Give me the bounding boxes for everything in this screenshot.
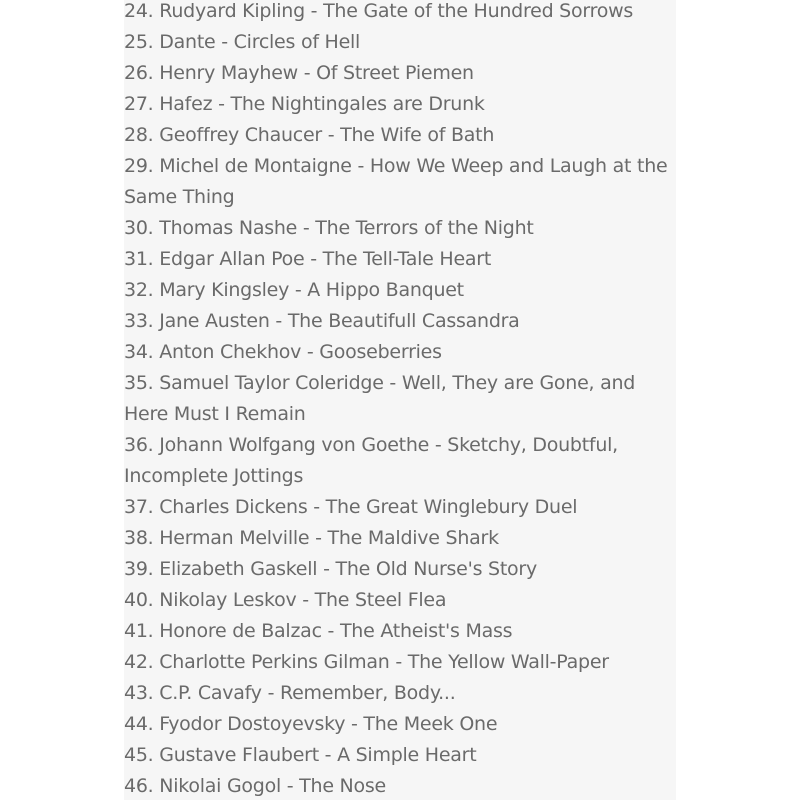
list-item: 31. Edgar Allan Poe - The Tell-Tale Heart xyxy=(124,248,492,270)
book-list xyxy=(124,0,676,800)
list-item: 35. Samuel Taylor Coleridge - Well, They are Gone, and Here Must I Remain xyxy=(124,372,636,425)
list-item: 25. Dante - Circles of Hell xyxy=(124,31,361,53)
list-item: 37. Charles Dickens - The Great Winglebury Duel xyxy=(124,496,578,518)
list-item: 43. C.P. Cavafy - Remember, Body... xyxy=(124,682,456,704)
list-item: 32. Mary Kingsley - A Hippo Banquet xyxy=(124,279,464,301)
list-item: 44. Fyodor Dostoyevsky - The Meek One xyxy=(124,713,498,735)
list-item: 26. Henry Mayhew - Of Street Piemen xyxy=(124,62,474,84)
list-item: 33. Jane Austen - The Beautifull Cassandra xyxy=(124,310,520,332)
list-item: 36. Johann Wolfgang von Goethe - Sketchy, Doubtful, Incomplete Jottings xyxy=(124,434,618,487)
list-item: 39. Elizabeth Gaskell - The Old Nurse's Story xyxy=(124,558,537,580)
list-item: 24. Rudyard Kipling - The Gate of the Hundred Sorrows xyxy=(124,0,634,22)
list-item: 34. Anton Chekhov - Gooseberries xyxy=(124,341,442,363)
list-item: 27. Hafez - The Nightingales are Drunk xyxy=(124,93,485,115)
list-item: 38. Herman Melville - The Maldive Shark xyxy=(124,527,499,549)
list-item: 29. Michel de Montaigne - How We Weep and Laugh at the Same Thing xyxy=(124,155,668,208)
list-item: 41. Honore de Balzac - The Atheist's Mass xyxy=(124,620,513,642)
list-item: 45. Gustave Flaubert - A Simple Heart xyxy=(124,744,477,766)
list-item: 46. Nikolai Gogol - The Nose xyxy=(124,775,386,797)
list-item: 28. Geoffrey Chaucer - The Wife of Bath xyxy=(124,124,495,146)
list-item: 40. Nikolay Leskov - The Steel Flea xyxy=(124,589,447,611)
list-item: 42. Charlotte Perkins Gilman - The Yellow Wall-Paper xyxy=(124,651,609,673)
list-panel xyxy=(124,0,676,800)
list-item: 30. Thomas Nashe - The Terrors of the Night xyxy=(124,217,534,239)
